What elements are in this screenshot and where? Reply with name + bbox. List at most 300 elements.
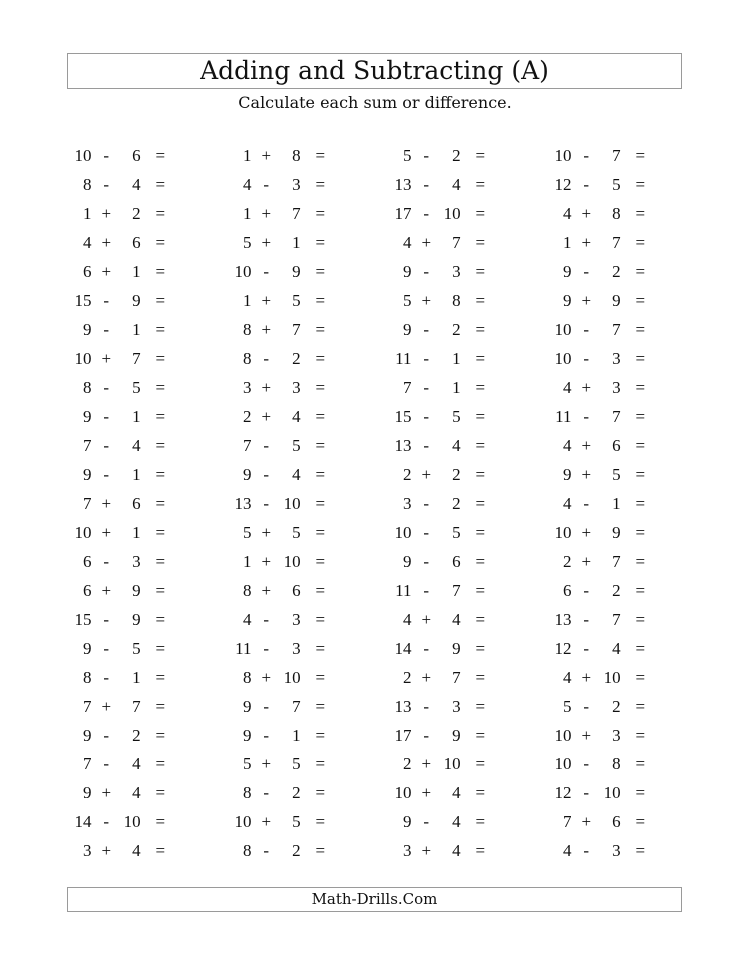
operand-1: 9 — [83, 638, 92, 658]
operand-2: 7 — [452, 580, 461, 600]
problem — [226, 808, 336, 837]
problem — [386, 374, 496, 403]
problem — [66, 605, 176, 634]
problem — [546, 171, 656, 200]
operand-2: 3 — [292, 638, 301, 658]
operand-1: 9 — [83, 407, 92, 427]
operand-2: 4 — [132, 754, 141, 774]
operand-1: 8 — [243, 349, 252, 369]
problem — [386, 142, 496, 171]
operator: - — [583, 696, 590, 716]
problem — [546, 837, 656, 866]
equals-sign: = — [155, 812, 166, 832]
operator: + — [101, 841, 112, 861]
operator: + — [101, 349, 112, 369]
operand-2: 2 — [292, 841, 301, 861]
operand-2: 3 — [292, 378, 301, 398]
operand-2: 4 — [612, 638, 621, 658]
problem — [386, 634, 496, 663]
equals-sign: = — [475, 783, 486, 803]
equals-sign: = — [475, 841, 486, 861]
equals-sign: = — [635, 725, 646, 745]
operand-2: 1 — [132, 320, 141, 340]
equals-sign: = — [635, 754, 646, 774]
operator: + — [581, 464, 592, 484]
operator: - — [583, 320, 590, 340]
equals-sign: = — [315, 667, 326, 687]
operand-2: 4 — [292, 464, 301, 484]
operator: - — [423, 522, 430, 542]
operand-2: 7 — [612, 146, 621, 166]
operand-1: 10 — [234, 262, 252, 282]
operand-1: 12 — [554, 175, 572, 195]
operator: - — [583, 146, 590, 166]
problem — [226, 576, 336, 605]
operator: + — [261, 580, 272, 600]
equals-sign: = — [155, 262, 166, 282]
operand-1: 8 — [243, 783, 252, 803]
equals-sign: = — [155, 320, 166, 340]
operand-1: 12 — [554, 783, 572, 803]
problem-column — [546, 142, 656, 866]
operand-2: 4 — [132, 436, 141, 455]
problem — [546, 634, 656, 663]
problem — [66, 142, 176, 171]
operand-1: 5 — [243, 233, 252, 253]
operand-2: 2 — [132, 204, 141, 224]
problem — [386, 837, 496, 866]
operator: + — [421, 667, 432, 687]
operand-1: 11 — [395, 580, 412, 600]
operand-2: 7 — [132, 696, 141, 716]
operand-2: 9 — [612, 522, 621, 542]
operator: - — [583, 580, 590, 600]
problem — [546, 750, 656, 779]
equals-sign: = — [475, 609, 486, 629]
equals-sign: = — [475, 378, 486, 398]
problem — [386, 576, 496, 605]
operand-1: 5 — [243, 754, 252, 774]
equals-sign: = — [475, 320, 486, 340]
operand-1: 5 — [403, 291, 412, 311]
operand-2: 5 — [292, 812, 301, 832]
operand-1: 4 — [403, 609, 412, 629]
operand-2: 9 — [292, 262, 301, 282]
problem — [66, 837, 176, 866]
problem — [386, 692, 496, 721]
operand-2: 5 — [452, 522, 461, 542]
operand-1: 10 — [234, 812, 252, 832]
operator: - — [103, 609, 110, 629]
operand-1: 4 — [563, 436, 572, 455]
operand-2: 5 — [292, 436, 301, 455]
problem — [546, 808, 656, 837]
operand-1: 8 — [83, 667, 92, 687]
operand-1: 15 — [394, 407, 412, 427]
operand-1: 4 — [563, 493, 572, 513]
operand-1: 4 — [403, 233, 412, 253]
problem — [226, 837, 336, 866]
operator: - — [423, 320, 430, 340]
footer-box — [67, 887, 682, 912]
equals-sign: = — [315, 725, 326, 745]
equals-sign: = — [315, 493, 326, 513]
operand-2: 1 — [132, 464, 141, 484]
problem — [226, 229, 336, 258]
problem — [66, 721, 176, 750]
problem — [66, 200, 176, 229]
operand-1: 1 — [243, 551, 252, 571]
equals-sign: = — [635, 783, 646, 803]
operand-2: 5 — [612, 464, 621, 484]
operand-1: 14 — [394, 638, 412, 658]
operator: - — [263, 696, 270, 716]
operator: - — [103, 407, 110, 427]
operand-1: 9 — [563, 262, 572, 282]
operator: - — [423, 349, 430, 369]
operator: - — [423, 436, 430, 455]
problem — [66, 432, 176, 461]
operator: + — [421, 609, 432, 629]
operand-1: 15 — [74, 291, 92, 311]
problem — [226, 663, 336, 692]
equals-sign: = — [635, 841, 646, 861]
operator: - — [263, 349, 270, 369]
operand-1: 11 — [235, 638, 252, 658]
equals-sign: = — [155, 204, 166, 224]
problem — [226, 345, 336, 374]
operator: + — [421, 841, 432, 861]
operator: + — [261, 812, 272, 832]
problem — [546, 663, 656, 692]
operator: + — [421, 754, 432, 774]
operand-2: 4 — [132, 175, 141, 195]
operator: + — [581, 725, 592, 745]
problem — [66, 171, 176, 200]
operand-1: 2 — [403, 754, 412, 774]
operand-1: 6 — [83, 262, 92, 282]
operand-1: 9 — [83, 320, 92, 340]
problem — [546, 403, 656, 432]
operator: + — [421, 783, 432, 803]
problem — [66, 374, 176, 403]
problem — [386, 547, 496, 576]
operand-2: 4 — [452, 783, 461, 803]
operand-2: 4 — [292, 407, 301, 427]
operand-2: 10 — [283, 667, 301, 687]
operand-2: 4 — [452, 609, 461, 629]
operand-1: 4 — [243, 175, 252, 195]
operand-2: 7 — [452, 667, 461, 687]
operator: + — [261, 320, 272, 340]
equals-sign: = — [475, 551, 486, 571]
operand-1: 9 — [83, 783, 92, 803]
operand-2: 2 — [292, 349, 301, 369]
problem — [226, 258, 336, 287]
equals-sign: = — [315, 320, 326, 340]
operand-1: 9 — [243, 696, 252, 716]
operator: - — [583, 638, 590, 658]
operator: + — [421, 233, 432, 253]
operator: - — [103, 378, 110, 398]
operand-1: 1 — [243, 291, 252, 311]
operator: - — [423, 493, 430, 513]
equals-sign: = — [155, 754, 166, 774]
equals-sign: = — [315, 638, 326, 658]
problem — [386, 316, 496, 345]
operand-2: 5 — [292, 522, 301, 542]
equals-sign: = — [315, 407, 326, 427]
equals-sign: = — [315, 609, 326, 629]
equals-sign: = — [475, 522, 486, 542]
equals-sign: = — [155, 667, 166, 687]
equals-sign: = — [315, 378, 326, 398]
operand-1: 4 — [563, 378, 572, 398]
operator: - — [103, 638, 110, 658]
operand-2: 10 — [283, 551, 301, 571]
operator: + — [581, 436, 592, 455]
problem — [386, 345, 496, 374]
equals-sign: = — [155, 696, 166, 716]
operand-2: 7 — [612, 233, 621, 253]
operand-2: 4 — [452, 436, 461, 455]
problem — [226, 403, 336, 432]
problem — [386, 171, 496, 200]
problem — [226, 200, 336, 229]
operand-1: 8 — [243, 667, 252, 687]
operator: - — [263, 638, 270, 658]
operand-2: 7 — [612, 551, 621, 571]
operand-2: 2 — [452, 464, 461, 484]
problem — [226, 489, 336, 518]
operator: + — [101, 580, 112, 600]
operator: + — [261, 233, 272, 253]
operand-2: 3 — [612, 378, 621, 398]
operand-2: 3 — [292, 175, 301, 195]
operand-1: 5 — [563, 696, 572, 716]
operator: + — [261, 551, 272, 571]
operand-1: 14 — [74, 812, 92, 832]
problem — [546, 605, 656, 634]
operand-1: 9 — [83, 725, 92, 745]
operand-2: 9 — [452, 638, 461, 658]
operator: - — [263, 262, 270, 282]
operator: - — [583, 754, 590, 774]
equals-sign: = — [635, 175, 646, 195]
problem — [66, 345, 176, 374]
operand-2: 1 — [132, 522, 141, 542]
operand-2: 7 — [292, 204, 301, 224]
operand-1: 2 — [243, 407, 252, 427]
equals-sign: = — [155, 349, 166, 369]
equals-sign: = — [635, 407, 646, 427]
operator: - — [423, 407, 430, 427]
problem — [226, 460, 336, 489]
operand-1: 10 — [554, 754, 572, 774]
problem — [546, 576, 656, 605]
problem — [226, 518, 336, 547]
equals-sign: = — [475, 696, 486, 716]
operand-1: 4 — [83, 233, 92, 253]
equals-sign: = — [475, 580, 486, 600]
problem — [226, 316, 336, 345]
operand-2: 8 — [292, 146, 301, 166]
problem — [546, 142, 656, 171]
operator: - — [583, 841, 590, 861]
operand-1: 7 — [243, 436, 252, 455]
operator: + — [101, 783, 112, 803]
operator: - — [103, 291, 110, 311]
operator: + — [581, 204, 592, 224]
problem — [386, 432, 496, 461]
problem — [386, 229, 496, 258]
problem — [386, 460, 496, 489]
equals-sign: = — [315, 464, 326, 484]
operand-2: 9 — [132, 609, 141, 629]
operand-2: 6 — [292, 580, 301, 600]
operator: - — [263, 436, 270, 455]
equals-sign: = — [315, 291, 326, 311]
operator: + — [261, 204, 272, 224]
operand-2: 2 — [612, 262, 621, 282]
equals-sign: = — [315, 175, 326, 195]
problem — [66, 403, 176, 432]
problem — [226, 750, 336, 779]
equals-sign: = — [155, 522, 166, 542]
operator: - — [583, 609, 590, 629]
operator: - — [103, 812, 110, 832]
problem — [546, 229, 656, 258]
operand-2: 6 — [132, 233, 141, 253]
equals-sign: = — [155, 146, 166, 166]
equals-sign: = — [635, 696, 646, 716]
operand-2: 8 — [612, 754, 621, 774]
equals-sign: = — [155, 638, 166, 658]
equals-sign: = — [475, 667, 486, 687]
operand-2: 7 — [612, 609, 621, 629]
operator: - — [583, 349, 590, 369]
equals-sign: = — [315, 262, 326, 282]
equals-sign: = — [475, 493, 486, 513]
problem-column — [386, 142, 496, 866]
operand-2: 5 — [132, 378, 141, 398]
operand-2: 7 — [292, 320, 301, 340]
operand-1: 7 — [83, 493, 92, 513]
equals-sign: = — [315, 580, 326, 600]
operand-1: 11 — [395, 349, 412, 369]
operand-1: 10 — [554, 146, 572, 166]
operator: - — [103, 464, 110, 484]
operand-1: 1 — [83, 204, 92, 224]
operand-1: 10 — [554, 522, 572, 542]
problem — [66, 576, 176, 605]
equals-sign: = — [635, 378, 646, 398]
equals-sign: = — [635, 551, 646, 571]
problem — [546, 489, 656, 518]
problem — [66, 634, 176, 663]
operator: - — [583, 783, 590, 803]
operator: + — [101, 204, 112, 224]
equals-sign: = — [155, 493, 166, 513]
operator: - — [423, 725, 430, 745]
operator: + — [581, 233, 592, 253]
operator: - — [263, 783, 270, 803]
equals-sign: = — [635, 522, 646, 542]
problem — [66, 229, 176, 258]
problem — [66, 663, 176, 692]
operand-1: 1 — [243, 146, 252, 166]
operator: - — [423, 175, 430, 195]
operand-1: 2 — [403, 667, 412, 687]
operator: - — [263, 175, 270, 195]
operand-1: 17 — [394, 204, 412, 224]
operand-1: 4 — [563, 667, 572, 687]
problem — [546, 547, 656, 576]
operator: + — [581, 522, 592, 542]
operand-2: 4 — [132, 841, 141, 861]
operand-2: 2 — [612, 580, 621, 600]
equals-sign: = — [635, 609, 646, 629]
problem — [546, 345, 656, 374]
operator: + — [101, 233, 112, 253]
problem — [226, 547, 336, 576]
operand-1: 3 — [403, 841, 412, 861]
equals-sign: = — [475, 175, 486, 195]
operator: - — [423, 551, 430, 571]
operand-1: 7 — [83, 696, 92, 716]
problem — [386, 518, 496, 547]
problem — [226, 171, 336, 200]
operator: + — [581, 551, 592, 571]
equals-sign: = — [635, 638, 646, 658]
operand-1: 13 — [234, 493, 252, 513]
equals-sign: = — [315, 349, 326, 369]
problem — [386, 721, 496, 750]
operator: + — [101, 493, 112, 513]
operand-2: 1 — [452, 378, 461, 398]
operand-1: 10 — [74, 349, 92, 369]
operand-1: 9 — [83, 464, 92, 484]
operand-2: 9 — [452, 725, 461, 745]
footer-site-name: Math-Drills.Com — [311, 890, 438, 908]
equals-sign: = — [475, 349, 486, 369]
operand-2: 4 — [452, 175, 461, 195]
operator: - — [423, 638, 430, 658]
operand-1: 2 — [403, 464, 412, 484]
equals-sign: = — [155, 783, 166, 803]
operand-2: 9 — [132, 580, 141, 600]
operand-2: 2 — [452, 146, 461, 166]
operand-1: 15 — [74, 609, 92, 629]
operand-1: 7 — [83, 436, 92, 455]
problem — [66, 779, 176, 808]
operand-2: 6 — [612, 436, 621, 455]
operand-1: 1 — [243, 204, 252, 224]
equals-sign: = — [155, 436, 166, 455]
operand-2: 3 — [452, 696, 461, 716]
operand-1: 8 — [243, 320, 252, 340]
problem — [226, 605, 336, 634]
operand-2: 3 — [132, 551, 141, 571]
equals-sign: = — [635, 262, 646, 282]
equals-sign: = — [475, 407, 486, 427]
operand-1: 7 — [83, 754, 92, 774]
operator: - — [103, 320, 110, 340]
equals-sign: = — [155, 580, 166, 600]
operand-1: 10 — [394, 522, 412, 542]
equals-sign: = — [315, 783, 326, 803]
operand-2: 1 — [132, 667, 141, 687]
